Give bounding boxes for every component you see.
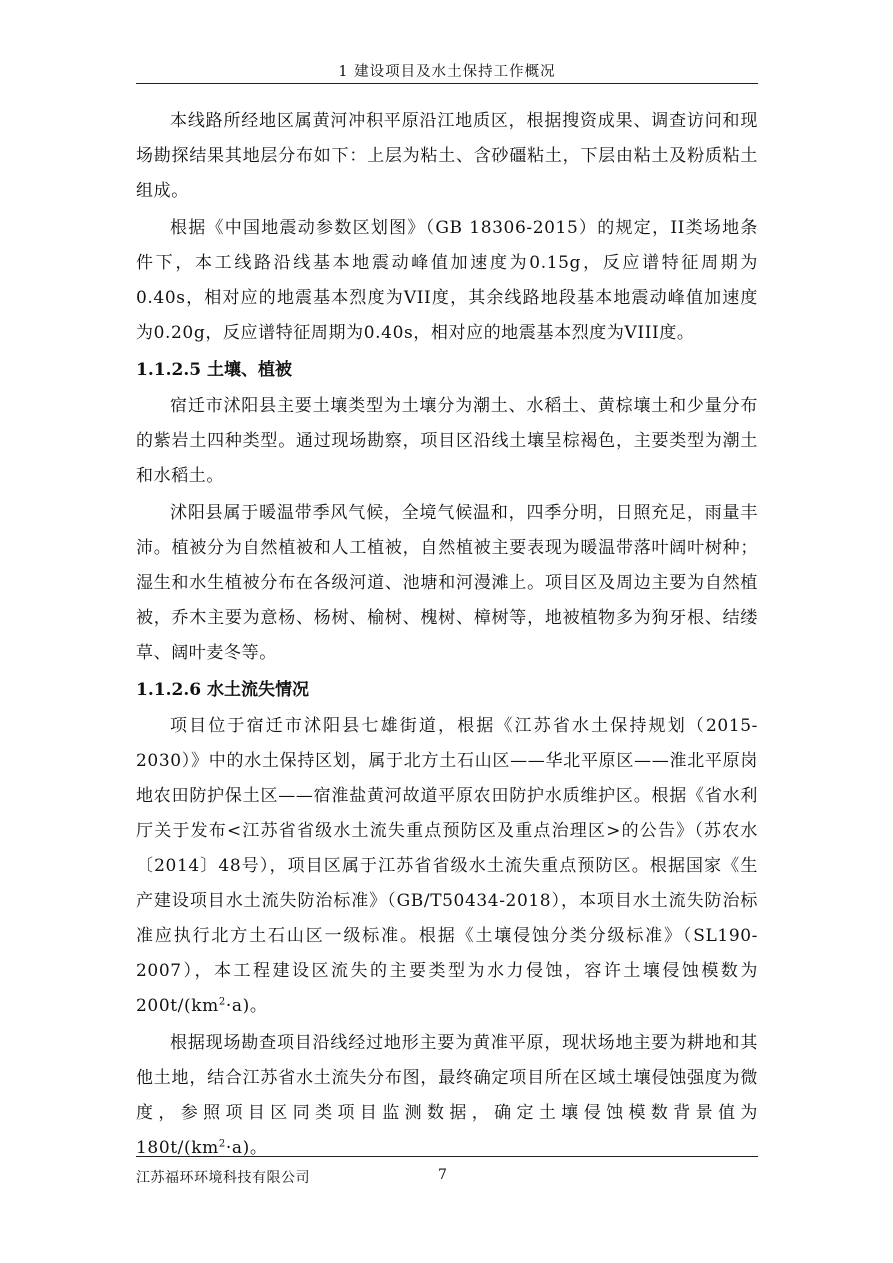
page-body [136, 104, 758, 1168]
seismic-paragraph: 根据《中国地震动参数区划图》（GB 18306-2015）的规定，II类场地条件下，本工线路沿线基本地震动峰值加速度为0.15g，反应谱特征周期为0.40s，相对应的地震基本烈度为VII度，其余线路地段基本地震动峰值加速度为0.20g，反应谱特征周期为0.40s，相对应的地震基本烈度为VIII度。 [136, 218, 758, 343]
superscript: 2 [218, 996, 226, 1008]
footer-company: 江苏福环环境科技有限公司 [136, 1170, 310, 1186]
erosion-text-end: ·a)。 [225, 996, 268, 1016]
erosion-background-paragraph [136, 1026, 758, 1166]
vegetation-paragraph: 沭阳县属于暖温带季风气候，全境气候温和，四季分明，日照充足，雨量丰沛。植被分为自然植被和人工植被，自然植被主要表现为暖温带落叶阔叶树种；湿生和水生植被分布在各级河道、池塘和河漫滩上。项目区及周边主要为自然植被，乔木主要为意杨、杨树、榆树、槐树、樟树等，地被植物多为狗牙根、结缕草、阔叶麦冬等。 [136, 503, 758, 663]
footer-divider [136, 1156, 758, 1157]
section-heading-soil-erosion: 1.1.2.6 水土流失情况 [136, 680, 309, 700]
superscript: 2 [218, 1138, 226, 1150]
section-heading-soil-vegetation: 1.1.2.5 土壤、植被 [136, 360, 292, 380]
geology-paragraph: 本线路所经地区属黄河冲积平原沿江地质区，根据搜资成果、调查访问和现场勘探结果其地层分布如下：上层为粘土、含砂礓粘土，下层由粘土及粉质粘土组成。 [136, 111, 758, 201]
erosion-text: 项目位于宿迁市沭阳县七雄街道，根据《江苏省水土保持规划（2015-2030）》中的水土保持区划，属于北方土石山区——华北平原区——淮北平原岗地农田防护保土区——宿淮盐黄河故道平原农田防护水质维护区。根据《省水利厅关于发布<江苏省省级水土流失重点预防区及重点治理区>的公告》（苏农水〔2014〕48号），项目区属于江苏省省级水土流失重点预防区。根据国家《生产建设项目水土流失防治标准》（GB/T50434-2018），本项目水土流失防治标准应执行北方土石山区一级标准。根据《土壤侵蚀分类分级标准》（SL190-2007），本工程建设区流失的主要类型为水力侵蚀，容许土壤侵蚀模数为200t/(km [136, 716, 758, 1016]
soil-paragraph: 宿迁市沭阳县主要土壤类型为土壤分为潮土、水稻土、黄棕壤土和少量分布的紫岩土四种类型。通过现场勘察，项目区沿线土壤呈棕褐色，主要类型为潮土和水稻土。 [136, 396, 758, 486]
running-header: 1 建设项目及水土保持工作概况 [338, 64, 556, 80]
erosion-background-text-end: ·a)。 [225, 1138, 268, 1158]
page-number: 7 [438, 1167, 447, 1183]
erosion-background-text: 根据现场勘查项目沿线经过地形主要为黄准平原，现状场地主要为耕地和其他土地，结合江苏省水土流失分布图，最终确定项目所在区域土壤侵蚀强度为微度，参照项目区同类项目监测数据，确定土壤侵蚀模数背景值为180t/(km [136, 1033, 758, 1158]
header-divider [136, 83, 758, 84]
erosion-paragraph [136, 709, 758, 1024]
